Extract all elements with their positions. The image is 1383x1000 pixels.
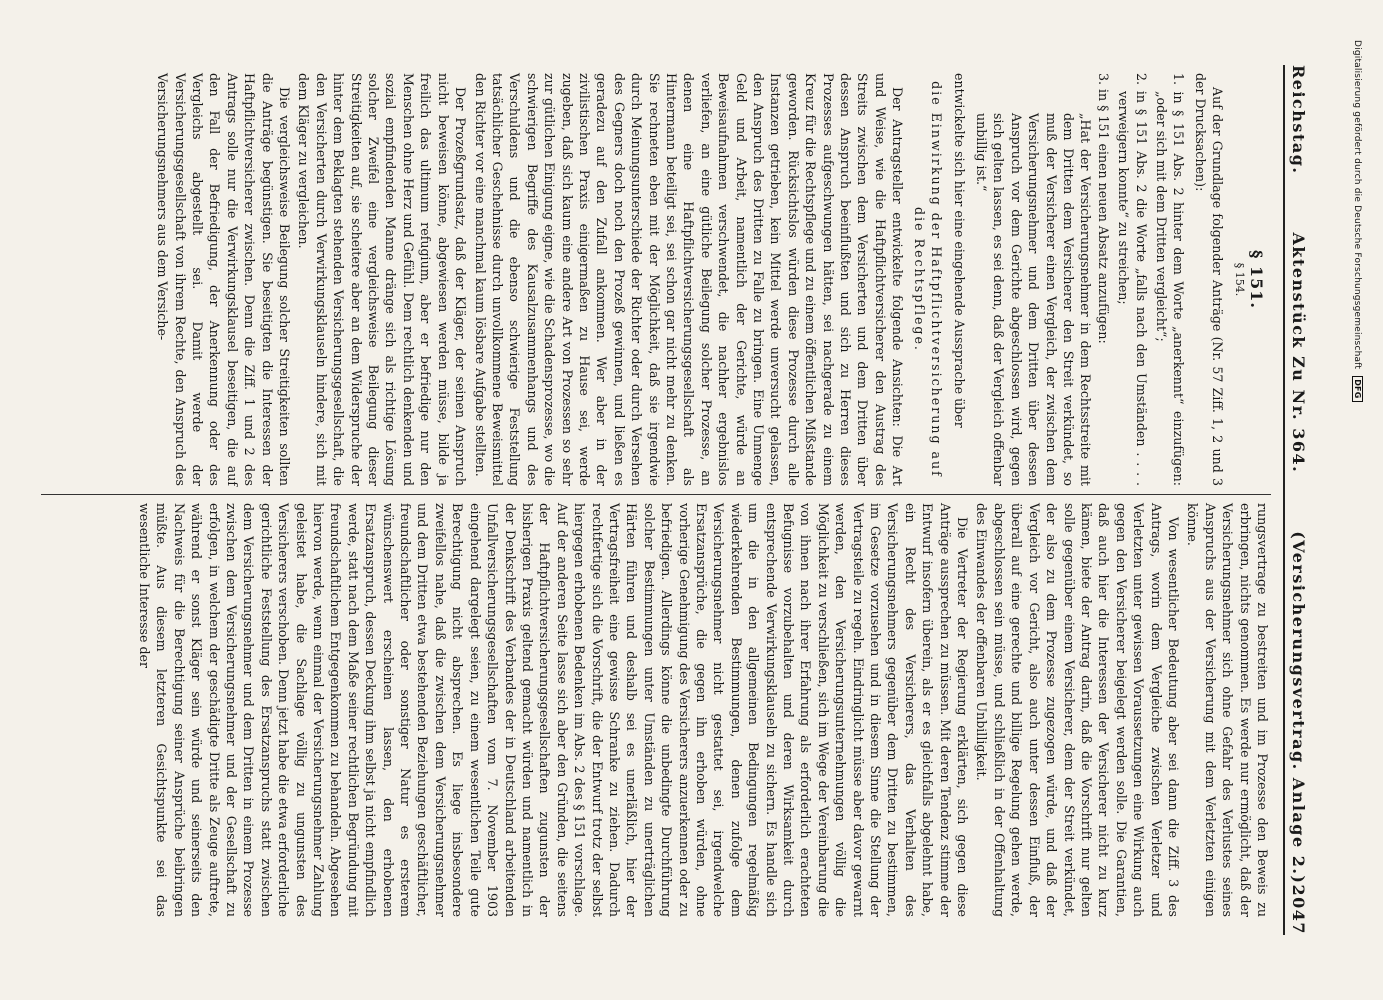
header-reichstag: Reichstag. (1289, 65, 1308, 175)
paragraph: Die Vertreter der Regierung erklärten, sich gegen diese Anträge aussprechen zu müssen. Mit deren Tendenz stimme der Entwurf insofern überein, als er es gleichfalls abgelehnt habe, ein Recht des Versicherers, das Verhalten des Versicherungsnehmers gegenüber dem Dritten zu bestimmen, im Gesetze vorzusehen und in diesem Sinne die Stellung der Vertragsteile zu regeln. Eindringlicht müsse aber davor gewarnt werden, den Versicherungsunternehmungen völlig die Möglichkeit zu verschließen, sich im Wege der Vereinbarung die von ihnen nach ihrer Erfahrung als erforderlich erachteten Befugnisse vorzubehalten und deren Wirksamkeit durch entsprechende Verwirkungsklauseln zu sichern. Es handle sich um die in den allgemeinen Bedingungen regelmäßig wiederkehrenden Bestimmungen, denen zufolge dem Versicherungsnehmer nicht gestattet sei, irgendwelche Ersatzansprüche, die gegen ihn erhoben würden, ohne vorherige Genehmigung des Versicherers anzuerkennen oder zu befriedigen. Allerdings könne die unbedingte Durchführung solcher Bestimmungen unter Umständen zu unerträglichen Härten führen und deshalb sei es unerläßlich, hier der Vertragsfreiheit eine gewisse Schranke zu ziehen. Dadurch rechtfertige sich die Vorschrift, die der Entwurf trotz der selbst hiergegen erhobenen Bedenken im Abs. 2 des § 151 vorschlage. Auf der anderen Seite lasse sich aber den Gründen, die seitens der Haftpflichtversicherungsgesellschaften zugunsten der bisherigen Praxis geltend gemacht würden und namentlich in der Denkschrift des Verbandes der in Deutschland arbeitenden Unfallversicherungsgesellschaften vom 7. November 1903 eingehend dargelegt seien, zu einem wesentlichen Teile gute Berechtigung nicht absprechen. Es liege insbesondere zweifellos nahe, daß die zwischen dem Versicherungsnehmer und dem Dritten etwa bestehenden Beziehungen geschäftlicher, freundschaftlicher oder sonstiger Natur es ersterem wünschenswert erscheinen lassen, den erhobenen Ersatzanspruch, dessen Deckung ihm selbst ja nicht empfindlich werde, statt nach dem Maße seiner rechtlichen Begründung mit freundschaftlichem Entgegenkommen zu behandeln. Abgesehen hiervon werde, wenn einmal der Versicherungsnehmer Zahlung geleistet habe, die Sachlage völlig zu ungunsten des Versicherers verschoben. Denn jetzt habe die etwa erforderliche gerichtliche Feststellung des Ersatzanspruchs statt zwischen dem Versicherungsnehmer und dem Dritten in einem Prozesse zwischen dem Versicherungsnehmer und der Gesellschaft zu erfolgen, in welchem der geschädigte Dritte als Zeuge auftrete, während er sonst Kläger sein würde und seinerseits den Nachweis für die Berechtigung seiner Ansprüche beibringen müßte. Aus diesem letzteren Gesichtspunkte sei das wesentliche Interesse der (137, 503, 971, 917)
right-column (41, 495, 1271, 925)
motion-list (973, 73, 1188, 486)
discussion-heading: die Einwirkung der Haftpflichtversicherung auf die Rechtspflege. (911, 81, 945, 478)
section-subtitle: § 154. (1232, 262, 1246, 297)
motion-item: 2. in § 151 Abs. 2 die Worte „falls nach den Umständen . . . . verweigern konnte“ zu streichen; (1116, 73, 1149, 486)
page-header (1283, 65, 1308, 935)
credit-text: Digitalisierung gefördert durch die Deutsche Forschungsgemeinschaft (1352, 40, 1362, 370)
paragraph: Die vergleichsweise Beilegung solcher Streitigkeiten sollten die Anträge begünstigen. Sie beseitigten die Interessen der Haftpflichtversicherer zwischen. Denn die Ziff. 1 und 2 des Antrags solle nur die Verwirkungsklausel beseitigen, die auf den Fall der Befriedigung, der Anerkennung oder des Vergleichs abgestellt sei. Damit werde der Versicherungsgesellschaft von ihrem Rechte, den Anspruch des Versicherungsnehmers aus dem Versiche- (155, 73, 293, 486)
transition-text: entwickelte sich hier eine eingehende Aussprache über (952, 73, 968, 428)
digitization-credit (1352, 40, 1363, 402)
section-title: § 151. (1247, 250, 1266, 309)
left-column (41, 65, 1271, 495)
motion-item: 1. in § 151 Abs. 2 hinter dem Worte „anerkennt“ einzufügen: „oder sich mit dem Dritten vergleicht“; (1153, 73, 1187, 486)
paragraph: Von wesentlicher Bedeutung aber sei dann die Ziff. 3 des Antrags, worin dem Vergleiche zwischen Verletzer und Verletzten unter gewissen Voraussetzungen eine Wirkung auch gegen den Versicherer beigelegt werden solle. Die Garantien, daß auch hier die Interessen der Versicherer nicht zu kurz kämen, biete der Antrag darin, daß die Vorschrift nur gelten solle gegenüber einem Versicherer, dem der Streit verkündet, der also zu dem Prozesse zugezogen würde, und daß der Vergleich vor Gericht, also auch unter dessen Einfluß, der überall auf eine gerechte und billige Regelung gehen werde, abgeschlossen sein müsse, und schließlich in der Offenhaltung des Einwandes der offenbaren Unbilligkeit. (974, 503, 1181, 917)
header-subject: (Versicherungsvertrag. Anlage 2.) (1289, 531, 1308, 885)
paragraph: Der Antragsteller entwickelte folgende Ansichten: Die Art und Weise, wie die Haftpflichtversicherer den Austrag des Streits zwischen dem Versicherten und dem Dritten über dessen Anspruch beeinflußten und sich zu Herren dieses Prozesses aufgeschwungen hätten, sei nachgerade zu einem Kreuz für die Rechtspflege und zu einem öffentlichen Mißstande geworden. Rücksichtslos würden diese Prozesse durch alle Instanzen getrieben, kein Mittel werde unversucht gelassen, den Anspruch des Dritten zu Falle zu bringen. Eine Unmenge Geld und Arbeit, namentlich der Gerichte, würde an Beweisaufnahmen verschwendet, die nachher ergebnislos verliefen, an eine gütliche Beilegung solcher Prozesse, an denen eine Haftpflichtversicherungsgesellschaft als Hintermann beteiligt sei, sei schon gar nicht mehr zu denken. Sie rechneten eben mit der Möglichkeit, daß sie irgendwie durch Meinungsunterschiede der Richter oder durch Versehen des Gegners doch noch den Prozeß gewinnen, und ließen es geradezu auf den Zufall ankommen. Wer aber in der zivilistischen Praxis einigermaßen zu Hause sei, werde zugeben, daß sich kaum eine andere Art von Prozessen so sehr zur gütlichen Einigung eigne, wie die Schadensprozesse, wo die schwierigen Begriffe des Kausalzusammenhangs und des Verschuldens und die ebenso schwierige Feststellung tatsächlicher Geschehnisse durch unvollkommene Beweismittel den Richter vor eine manchmal kaum lösbare Aufgabe stellten. (472, 73, 906, 486)
header-document-number: Aktenstück Zu Nr. 364. (1289, 232, 1308, 474)
page-number: 2047 (1289, 884, 1308, 935)
motions-intro: Auf der Grundlage folgender Anträge (Nr. 57 Ziff. 1, 2 und 3 der Drucksachen): (1192, 73, 1226, 486)
paragraph: Der Prozeßgrundsatz, daß der Kläger, der seinen Anspruch nicht beweisen könne, abgewiesen werden müsse, bilde ja freilich das ultimum refugium, aber er befriedige nur den Menschen ohne Herz und Gefühl. Dem rechtlich denkenden und sozial empfindenden Manne dränge sich als richtige Lösung solcher Zweifel eine vergleichsweise Beilegung dieser Streitigkeiten auf, sie scheitere aber an dem Widerspruche der hinter dem Beklagten stehenden Versicherungsgesellschaft, die den Versicherten durch Verwirkungsklauseln hindere, sich mit dem Kläger zu vergleichen. (296, 73, 469, 486)
motion-item-text: 3. in § 151 einen neuen Absatz anzufügen: (1095, 73, 1111, 344)
dfg-logo: DFG (1352, 376, 1363, 401)
text-columns (41, 65, 1271, 935)
paragraph: rungsvertrage zu bestreiten und im Prozesse den Beweis zu erbringen, nichts genommen. Es werde nur ermöglicht, daß der Versicherungsnehmer sich ohne Gefahr des Verlustes seines Anspruchs aus der Versicherung mit dem Verletzten einigen könne. (1185, 503, 1270, 917)
motion-item (973, 73, 1112, 486)
motion-quote: „Hat der Versicherungsnehmer in dem Rechtsstreite mit dem Dritten dem Versicherer den Streit verkündet, so muß der Versicherer einen Vergleich, der zwischen dem Versicherungsnehmer und dem Dritten über dessen Anspruch vor dem Gerichte abgeschlossen wird, gegen sich gelten lassen, es sei denn, daß der Vergleich offenbar unbillig ist.“ (973, 113, 1094, 486)
